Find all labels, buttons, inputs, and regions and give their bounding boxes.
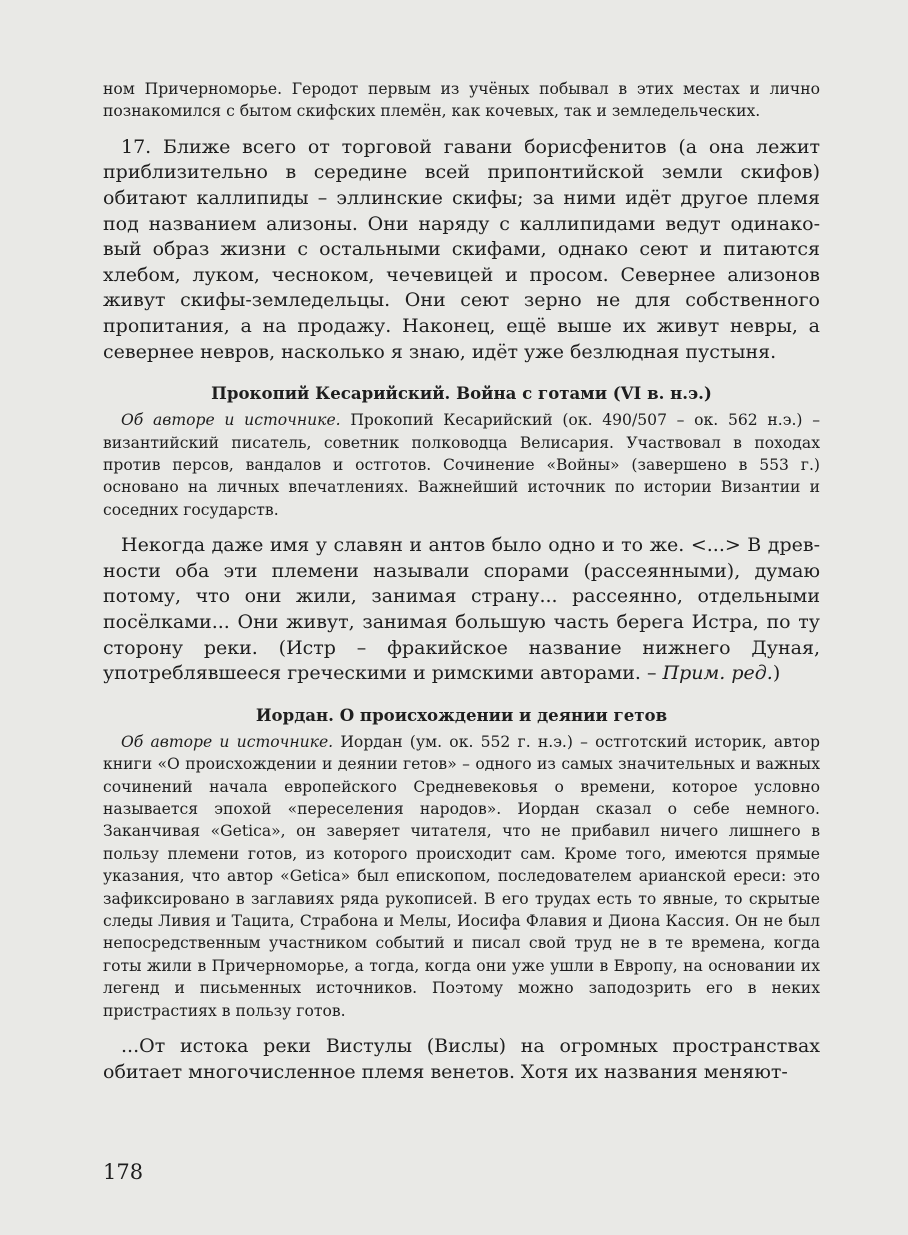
paragraph-17: 17. Ближе всего от торговой гавани борисфенитов (а она лежит приблизительно в середине всей припонтийской земли скифов) обитают каллипиды – эллинские скифы; за ними идёт другое племя под названием ализоны. Они наряду с каллипидами ведут одинаковый образ жизни с остальными скифами, однако сеют и питаются хлебом, луком, чесноком, чечевицей и просом. Севернее ализонов живут скифы-земледельцы. Они сеют зерно не для собственного пропитания, а на продажу. Наконец, ещё выше их живут невры, а севернее невров, насколько я знаю, идёт уже безлюдная пустыня. [103, 135, 820, 363]
note-text-procopius: Прокопий Кесарийский (ок. 490/507 – ок. 562 н.э.) – византийский писатель, советник полководца Велисария. Участвовал в походах против персов, вандалов и остготов. Сочинение «Войны» (завершено в 553 г.) основано на личных впечатлениях. Важнейший источник по истории Византии и соседних государств. [103, 411, 820, 519]
note-label-procopius: Об авторе и источнике. [121, 411, 341, 430]
text-procopius [103, 533, 820, 687]
paragraph-intro: ном Причерноморье. Геродот первым из учёных побывал в этих местах и лично познакомился с бытом скифских племён, как кочевых, так и земледельческих. [103, 80, 820, 121]
page-content [103, 78, 820, 1085]
note-text-jordanes: Иордан (ум. ок. 552 г. н.э.) – остготский историк, автор книги «О происхождении и деянии гетов» – одного из самых значительных и важных сочинений начала европейского Средневековья о времени, которое условно называется эпохой «переселения народов». Иордан сказал о себе немного. Заканчивая «Getica», он заверяет читателя, что не прибавил ничего лишнего в пользу племени готов, из которого происходит сам. Кроме того, имеются прямые указания, что автор «Getica» был епископом, последователем арианской ереси: это зафиксировано в заглавиях ряда рукописей. В его трудах есть то явные, то скрытые следы Ливия и Тацита, Страбона и Мелы, Иосифа Флавия и Диона Кассия. Он не был непосредственным участником событий и писал свой труд не в те времена, когда готы жили в Причерноморье, а тогда, когда они уже ушли в Европу, на основании их легенд и письменных источников. Поэтому можно заподозрить его в неких пристрастиях в пользу готов. [103, 732, 821, 1020]
note-label-jordanes: Об авторе и источнике. [121, 732, 334, 751]
page-number: 178 [103, 1160, 144, 1184]
text-jordanes: ...От истока реки Вистулы (Вислы) на огромных пространствах обитает многочисленное племя венетов. Хотя их названия меняют- [103, 1035, 820, 1083]
note-procopius [103, 409, 820, 521]
text-procopius-note: (Истр – фракийское название нижнего Дуная, употреблявшееся греческими и римскими авторами. – Прим. ред.) [103, 636, 820, 685]
note-jordanes [103, 731, 820, 1022]
editor-note-marker: Прим. ред. [662, 662, 773, 685]
heading-procopius: Прокопий Кесарийский. Война с готами (VI в. н.э.) [211, 383, 712, 404]
text-procopius-main: Некогда даже имя у славян и антов было одно и то же. <...> В древности оба эти племени называли спорами (рассеянными), думаю потому, что они жили, занимая страну... рассеянно, отдельными посёлками... Они живут, занимая большую часть берега Истра, по ту сторону реки. [103, 534, 820, 659]
heading-jordanes: Иордан. О происхождении и деянии гетов [255, 704, 668, 725]
